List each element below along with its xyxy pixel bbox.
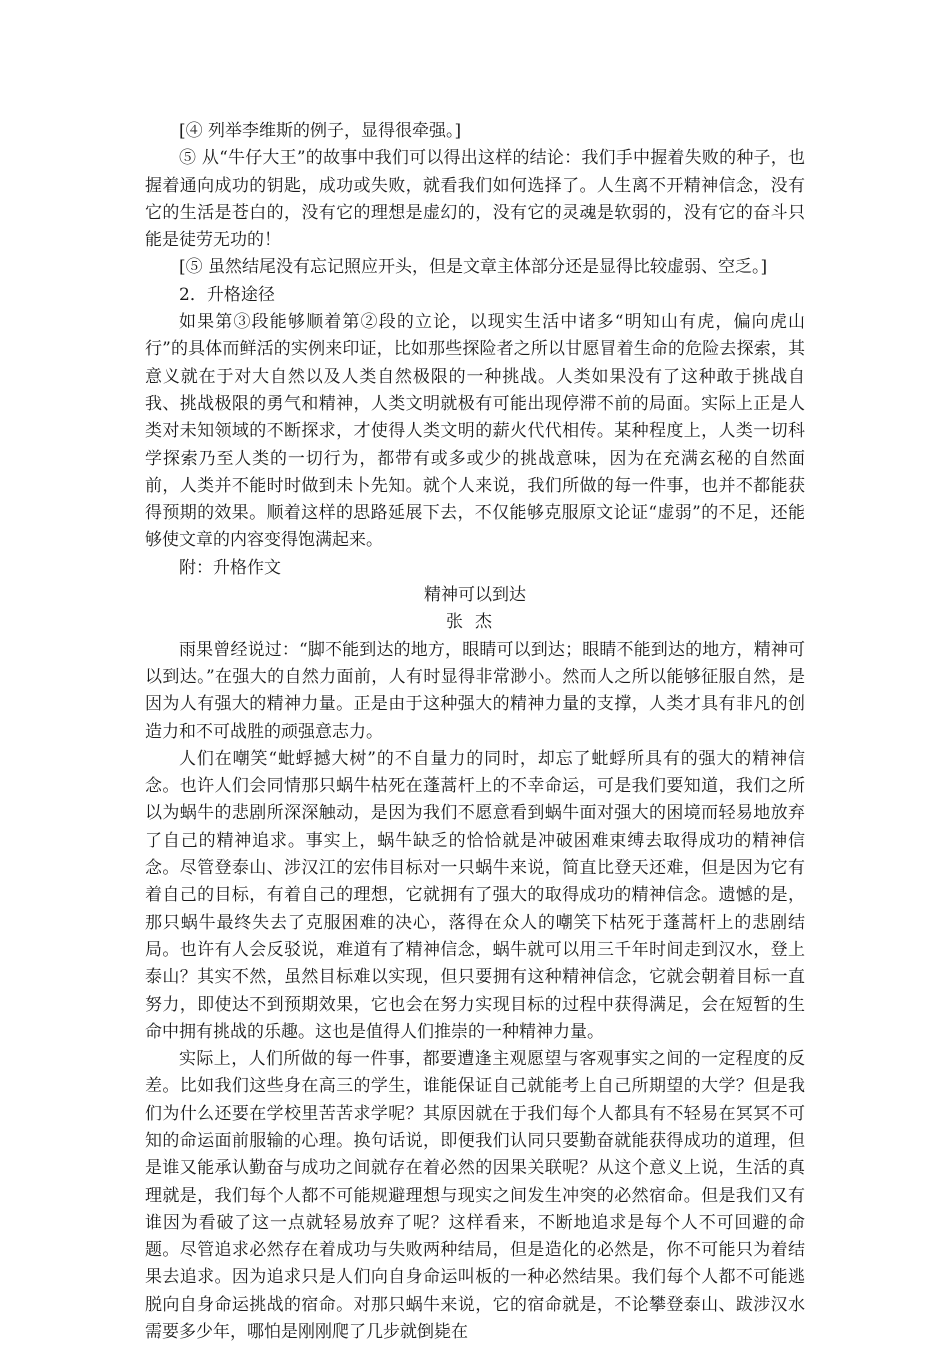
essay-paragraph: 实际上，人们所做的每一件事，都要遭逢主观愿望与客观事实之间的一定程度的反差。比如我们这些身在高三的学生，谁能保证自己就能考上自己所期望的大学？但是我们为什么还要在学校里苦苦求学呢？其原因就在于我们每个人都具有不轻易在冥冥不可知的命运面前服输的心理。换句话说，即便我们认同只要勤奋就能获得成功的道理，但是谁又能承认勤奋与成功之间就存在着必然的因果关联呢？从这个意义上说，生活的真理就是，我们每个人都不可能规避理想与现实之间发生冲突的必然宿命。但是我们又有谁因为看破了这一点就轻易放弃了呢？这样看来，不断地追求是每个人不可回避的命题。尽管追求必然存在着成功与失败两种结局，但是造化的必然是，你不可能只为着结果去追求。因为追求只是人们向自身命运叫板的一种必然结果。我们每个人都不可能逃脱向自身命运挑战的宿命。对那只蜗牛来说，它的宿命就是，不论攀登泰山、跋涉汉水需要多少年，哪怕是刚刚爬了几步就倒毙在: [145, 1049, 805, 1343]
essay-paragraph: 人们在嘲笑“蚍蜉撼大树”的不自量力的同时，却忘了蚍蜉所具有的强大的精神信念。也许人们会同情那只蜗牛枯死在蓬蒿杆上的不幸命运，可是我们要知道，我们之所以为蜗牛的悲剧所深深触动，是因为我们不愿意看到蜗牛面对强大的困境而轻易地放弃了自己的精神追求。事实上，蜗牛缺乏的恰恰就是冲破困难束缚去取得成功的精神信念。尽管登泰山、涉汉江的宏伟目标对一只蜗牛来说，简直比登天还难，但是因为它有着自己的目标，有着自己的理想，它就拥有了强大的取得成功的精神信念。遗憾的是，那只蜗牛最终失去了克服困难的决心，落得在众人的嘲笑下枯死于蓬蒿杆上的悲剧结局。也许有人会反驳说，难道有了精神信念，蜗牛就可以用三千年时间走到汉水，登上泰山？其实不然，虽然目标难以实现，但只要拥有这种精神信念，它就会朝着目标一直努力，即使达不到预期效果，它也会在努力实现目标的过程中获得满足，会在短暂的生命中拥有挑战的乐趣。这也是值得人们推崇的一种精神力量。: [145, 748, 805, 1042]
document-page: [145, 118, 805, 1346]
upgrade-paragraph: 如果第③段能够顺着第②段的立论，以现实生活中诸多“明知山有虎，偏向虎山行”的具体而鲜活的实例来印证，比如那些探险者之所以甘愿冒着生命的危险去探索，其意义就在于对大自然以及人类自然极限的一种挑战。人类如果没有了这种敢于挑战自我、挑战极限的勇气和精神，人类文明就极有可能出现停滞不前的局面。实际上正是人类对未知领域的不断探求，才使得人类文明的薪火代代相传。某种程度上，人类一切科学探索乃至人类的一切行为，都带有或多或少的挑战意味，因为在充满玄秘的自然面前，人类并不能时时做到未卜先知。就个人来说，我们所做的每一件事，也并不都能获得预期的效果。顺着这样的思路延展下去，不仅能够克服原文论证“虚弱”的不足，还能够使文章的内容变得饱满起来。: [145, 312, 805, 551]
comment-4: [④ 列举李维斯的例子，显得很牵强。]: [179, 121, 462, 141]
comment-5: [⑤ 虽然结尾没有忘记照应开头，但是文章主体部分还是显得比较虚弱、空乏。]: [179, 257, 768, 278]
appendix-label: 附：升格作文: [179, 557, 281, 578]
paragraph-5: ⑤ 从“牛仔大王”的故事中我们可以得出这样的结论：我们手中握着失败的种子，也握着通向成功的钥匙，成功或失败，就看我们如何选择了。人生离不开精神信念，没有它的生活是苍白的，没有它的理想是虚幻的，没有它的灵魂是软弱的，没有它的奋斗只能是徒劳无功的！: [145, 148, 805, 251]
essay-author: 张杰: [446, 612, 504, 633]
section-heading: 2．升格途径: [179, 284, 275, 305]
essay-title: 精神可以到达: [424, 585, 526, 606]
essay-paragraph: 雨果曾经说过：“脚不能到达的地方，眼睛可以到达；眼睛不能到达的地方，精神可以到达。”在强大的自然力面前，人有时显得非常渺小。然而人之所以能够征服自然，是因为人有强大的精神力量。正是由于这种强大的精神力量的支撑，人类才具有非凡的创造力和不可战胜的顽强意志力。: [145, 639, 805, 742]
